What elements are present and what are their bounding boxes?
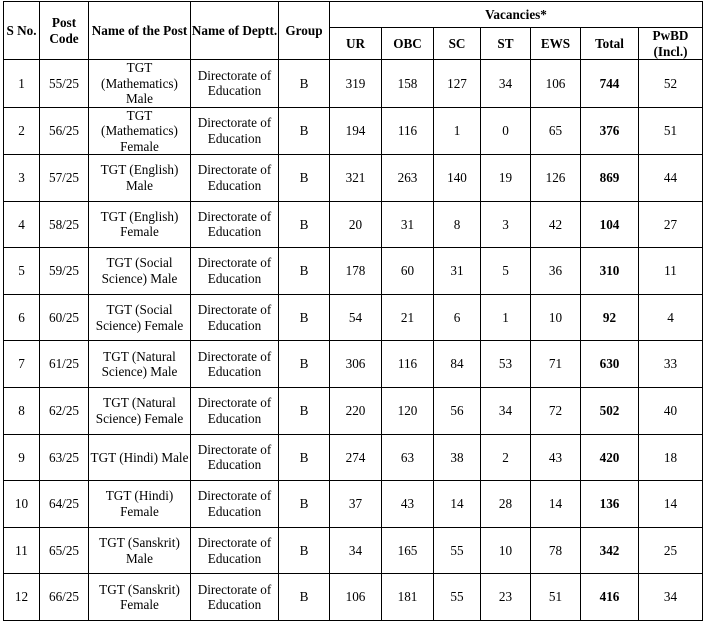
cell-group: B [279,481,330,528]
cell-post-code: 60/25 [40,294,89,341]
cell-post-name: TGT (Mathematics) Female [89,107,191,155]
cell-obc: 21 [382,294,434,341]
cell-ur: 20 [330,201,382,248]
cell-total: 869 [581,155,639,202]
cell-post-name: TGT (Social Science) Male [89,248,191,295]
cell-pwbd: 52 [639,60,703,108]
cell-post-code: 55/25 [40,60,89,108]
table-row [4,107,703,155]
cell-group: B [279,294,330,341]
cell-obc: 120 [382,387,434,434]
table-row [4,434,703,481]
cell-sno: 6 [4,294,40,341]
cell-obc: 116 [382,107,434,155]
cell-sno: 12 [4,574,40,621]
header-ur: UR [330,28,382,60]
header-total: Total [581,28,639,60]
table-row [4,60,703,108]
cell-ews: 72 [531,387,581,434]
cell-st: 1 [481,294,531,341]
cell-sc: 1 [434,107,481,155]
cell-ews: 51 [531,574,581,621]
cell-post-name: TGT (Mathematics) Male [89,60,191,108]
table-row [4,201,703,248]
cell-sc: 56 [434,387,481,434]
cell-sno: 1 [4,60,40,108]
cell-post-code: 66/25 [40,574,89,621]
cell-sc: 140 [434,155,481,202]
header-sc: SC [434,28,481,60]
cell-total: 420 [581,434,639,481]
cell-post-code: 57/25 [40,155,89,202]
header-dept: Name of Deptt. [191,2,279,60]
cell-dept: Directorate of Education [191,155,279,202]
cell-post-name: TGT (English) Male [89,155,191,202]
cell-st: 3 [481,201,531,248]
cell-ews: 43 [531,434,581,481]
cell-sno: 9 [4,434,40,481]
cell-sc: 14 [434,481,481,528]
cell-post-code: 62/25 [40,387,89,434]
table-row [4,294,703,341]
cell-post-code: 61/25 [40,341,89,388]
cell-post-name: TGT (Social Science) Female [89,294,191,341]
cell-obc: 63 [382,434,434,481]
table-row [4,387,703,434]
cell-ews: 14 [531,481,581,528]
cell-group: B [279,574,330,621]
cell-group: B [279,201,330,248]
cell-st: 53 [481,341,531,388]
cell-sno: 8 [4,387,40,434]
cell-dept: Directorate of Education [191,387,279,434]
header-st: ST [481,28,531,60]
cell-ur: 220 [330,387,382,434]
cell-st: 28 [481,481,531,528]
cell-post-code: 58/25 [40,201,89,248]
cell-ur: 319 [330,60,382,108]
cell-sc: 55 [434,574,481,621]
cell-total: 502 [581,387,639,434]
cell-ur: 178 [330,248,382,295]
cell-obc: 31 [382,201,434,248]
cell-group: B [279,527,330,574]
cell-post-name: TGT (Sanskrit) Female [89,574,191,621]
cell-post-code: 56/25 [40,107,89,155]
cell-dept: Directorate of Education [191,574,279,621]
vacancy-table [3,1,703,621]
header-vacancies: Vacancies* [330,2,703,28]
cell-obc: 43 [382,481,434,528]
cell-sc: 6 [434,294,481,341]
cell-pwbd: 4 [639,294,703,341]
cell-sno: 2 [4,107,40,155]
cell-obc: 116 [382,341,434,388]
header-group: Group [279,2,330,60]
cell-ews: 126 [531,155,581,202]
header-post-code: Post Code [40,2,89,60]
cell-sc: 8 [434,201,481,248]
cell-post-code: 59/25 [40,248,89,295]
cell-pwbd: 51 [639,107,703,155]
cell-dept: Directorate of Education [191,107,279,155]
header-post-name: Name of the Post [89,2,191,60]
cell-post-name: TGT (Hindi) Female [89,481,191,528]
cell-group: B [279,341,330,388]
cell-sc: 127 [434,60,481,108]
cell-ur: 321 [330,155,382,202]
cell-st: 10 [481,527,531,574]
cell-pwbd: 14 [639,481,703,528]
cell-dept: Directorate of Education [191,248,279,295]
cell-group: B [279,387,330,434]
cell-obc: 165 [382,527,434,574]
cell-obc: 60 [382,248,434,295]
cell-ur: 306 [330,341,382,388]
cell-total: 744 [581,60,639,108]
cell-post-name: TGT (Natural Science) Female [89,387,191,434]
cell-group: B [279,248,330,295]
cell-st: 19 [481,155,531,202]
cell-post-name: TGT (Sanskrit) Male [89,527,191,574]
cell-sno: 4 [4,201,40,248]
cell-obc: 158 [382,60,434,108]
cell-post-code: 65/25 [40,527,89,574]
cell-ur: 274 [330,434,382,481]
cell-ews: 65 [531,107,581,155]
cell-pwbd: 40 [639,387,703,434]
cell-ur: 34 [330,527,382,574]
cell-ews: 42 [531,201,581,248]
cell-total: 342 [581,527,639,574]
cell-st: 23 [481,574,531,621]
cell-pwbd: 18 [639,434,703,481]
cell-dept: Directorate of Education [191,434,279,481]
cell-post-code: 64/25 [40,481,89,528]
cell-post-code: 63/25 [40,434,89,481]
cell-obc: 263 [382,155,434,202]
cell-pwbd: 27 [639,201,703,248]
cell-st: 0 [481,107,531,155]
cell-post-name: TGT (Natural Science) Male [89,341,191,388]
cell-st: 5 [481,248,531,295]
cell-ews: 36 [531,248,581,295]
table-row [4,481,703,528]
cell-pwbd: 25 [639,527,703,574]
header-obc: OBC [382,28,434,60]
cell-sno: 3 [4,155,40,202]
cell-ur: 37 [330,481,382,528]
cell-total: 630 [581,341,639,388]
cell-ews: 71 [531,341,581,388]
cell-post-name: TGT (English) Female [89,201,191,248]
cell-dept: Directorate of Education [191,294,279,341]
cell-ews: 78 [531,527,581,574]
cell-total: 416 [581,574,639,621]
cell-dept: Directorate of Education [191,527,279,574]
cell-pwbd: 34 [639,574,703,621]
cell-total: 310 [581,248,639,295]
cell-obc: 181 [382,574,434,621]
cell-dept: Directorate of Education [191,341,279,388]
table-row [4,574,703,621]
table-row [4,527,703,574]
cell-st: 2 [481,434,531,481]
cell-ur: 54 [330,294,382,341]
cell-st: 34 [481,387,531,434]
header-ews: EWS [531,28,581,60]
cell-dept: Directorate of Education [191,60,279,108]
cell-group: B [279,60,330,108]
cell-ur: 106 [330,574,382,621]
cell-pwbd: 33 [639,341,703,388]
header-pwbd: PwBD (Incl.) [639,28,703,60]
cell-pwbd: 11 [639,248,703,295]
cell-st: 34 [481,60,531,108]
table-row [4,341,703,388]
cell-group: B [279,434,330,481]
cell-total: 376 [581,107,639,155]
cell-ews: 106 [531,60,581,108]
cell-total: 92 [581,294,639,341]
cell-sc: 38 [434,434,481,481]
cell-ews: 10 [531,294,581,341]
cell-sno: 5 [4,248,40,295]
cell-group: B [279,155,330,202]
cell-total: 136 [581,481,639,528]
cell-sno: 10 [4,481,40,528]
table-row [4,248,703,295]
cell-ur: 194 [330,107,382,155]
cell-pwbd: 44 [639,155,703,202]
cell-sc: 31 [434,248,481,295]
header-sno: S No. [4,2,40,60]
cell-post-name: TGT (Hindi) Male [89,434,191,481]
cell-dept: Directorate of Education [191,201,279,248]
cell-sno: 7 [4,341,40,388]
cell-total: 104 [581,201,639,248]
cell-sc: 84 [434,341,481,388]
table-row [4,155,703,202]
cell-dept: Directorate of Education [191,481,279,528]
cell-group: B [279,107,330,155]
cell-sno: 11 [4,527,40,574]
cell-sc: 55 [434,527,481,574]
